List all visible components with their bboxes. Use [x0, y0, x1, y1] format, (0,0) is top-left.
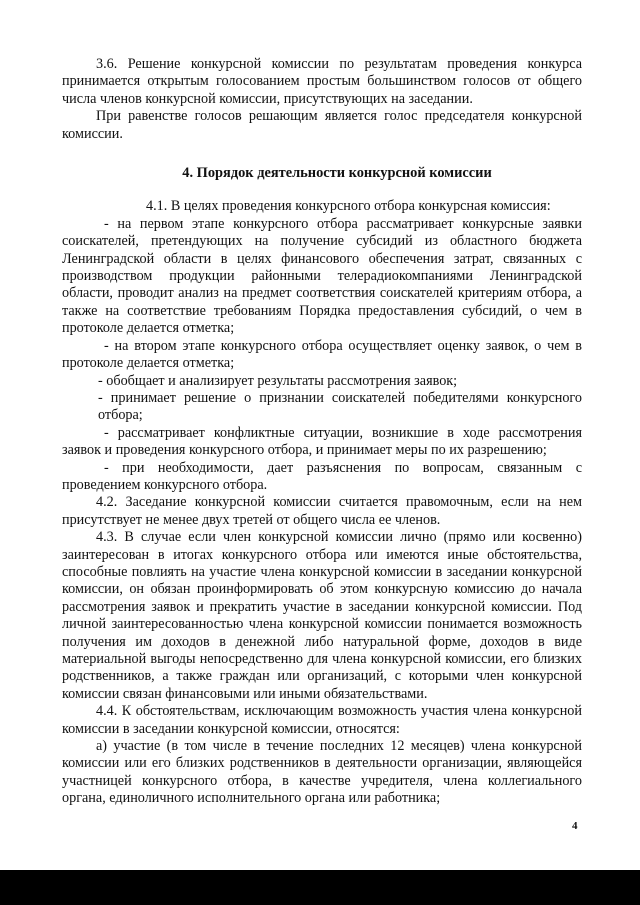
paragraph-4-3: 4.3. В случае если член конкурсной комиссии лично (прямо или косвенно) заинтересован в итогах конкурсного отбора или имеются иные обстоятельства, способные повлиять на участие члена конкурсной комиссии в заседании конкурсной комиссии, он обязан проинформировать об этом конкурсную комиссию до начала рассмотрения заявок и прекратить участие в заседании конкурсной комиссии. Под личной заинтересованностью члена конкурсной комиссии понимается возможность получения им доходов в денежной либо натуральной форме, доходов в виде материальной выгоды непосредственно для члена конкурсной комиссии, его близких родственников, а также граждан или организаций, с которыми член конкурсной комиссии связан финансовыми или иными обязательствами.	[62, 529, 582, 702]
list-item-decision: - принимает решение о признании соискателей победителями конкурсного отбора;	[98, 389, 582, 424]
paragraph-4-4: 4.4. К обстоятельствам, исключающим возможность участия члена конкурсной комиссии в заседании конкурсной комиссии, относятся:	[62, 703, 582, 737]
page-number: 4	[572, 820, 578, 832]
list-item-a: а) участие (в том числе в течение последних 12 месяцев) члена конкурсной комиссии или его близких родственников в деятельности организации, являющейся участницей конкурсного отбора, в качестве учредителя, члена коллегиального органа, единоличного исполнительного органа или работника;	[62, 738, 582, 807]
list-item-conflicts: - рассматривает конфликтные ситуации, возникшие в ходе рассмотрения заявок и проведения конкурсного отбора, и принимает меры по их разрешению;	[62, 424, 582, 459]
paragraph-tie-vote: При равенстве голосов решающим является голос председателя конкурсной комиссии.	[62, 108, 582, 142]
section-4-heading: 4. Порядок деятельности конкурсной комиссии	[182, 165, 492, 182]
list-item-first-stage: - на первом этапе конкурсного отбора рассматривает конкурсные заявки соискателей, претендующих на получение субсидий из областного бюджета Ленинградской области в целях финансового обеспечения затрат, связанных с производством продукции районными телерадиокомпаниями Ленинградской области, проводит анализ на предмет соответствия соискателей критериям отбора, а также на соответствие требованиям Порядка предоставления субсидий, о чем в протоколе делается отметка;	[62, 215, 582, 337]
paragraph-4-1: 4.1. В целях проведения конкурсного отбора конкурсная комиссия:	[146, 198, 551, 215]
document-body	[62, 56, 582, 808]
list-item-explanations: - при необходимости, дает разъяснения по вопросам, связанным с проведением конкурсного отбора.	[62, 459, 582, 493]
scan-border-bar	[0, 870, 640, 905]
list-item-summarize: - обобщает и анализирует результаты рассмотрения заявок;	[98, 372, 458, 389]
list-item-second-stage: - на втором этапе конкурсного отбора осуществляет оценку заявок, о чем в протоколе делается отметка;	[62, 337, 582, 372]
paragraph-3-6: 3.6. Решение конкурсной комиссии по результатам проведения конкурса принимается открытым голосованием простым большинством голосов от общего числа членов конкурсной комиссии, присутствующих на заседании.	[62, 56, 582, 107]
paragraph-4-2: 4.2. Заседание конкурсной комиссии считается правомочным, если на нем присутствует не менее двух третей от общего числа ее членов.	[62, 494, 582, 528]
